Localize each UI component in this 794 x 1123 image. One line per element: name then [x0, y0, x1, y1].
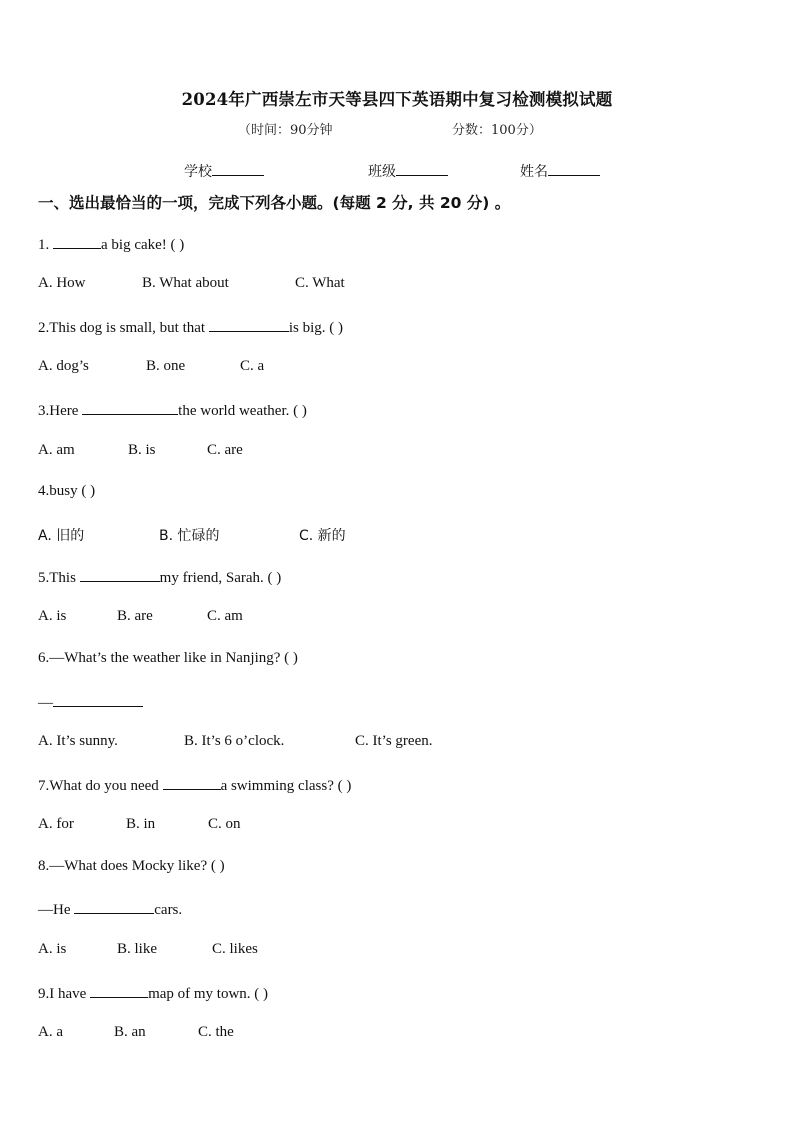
option-a[interactable]: A. How [38, 275, 86, 291]
question-7-stem-start: 7.What do you need [38, 778, 163, 794]
option-c[interactable]: C. It’s green. [355, 733, 433, 749]
question-7-stem-end: a swimming class? ( ) [220, 778, 352, 794]
question-2 [38, 317, 343, 337]
question-2-stem-end: is big. ( ) [288, 320, 344, 336]
question-4 [38, 483, 95, 500]
answer-end: cars. [154, 902, 183, 918]
option-a[interactable]: A. is [38, 941, 67, 957]
question-1 [38, 234, 184, 254]
option-c[interactable]: C. are [207, 442, 243, 458]
name-blank[interactable] [548, 163, 600, 176]
class-field [368, 161, 448, 181]
question-3 [38, 400, 307, 420]
question-1-blank[interactable] [53, 234, 101, 249]
option-a[interactable]: A. for [38, 816, 74, 832]
question-9-stem-end: map of my town. ( ) [148, 986, 269, 1002]
option-b[interactable]: B. one [146, 358, 186, 374]
option-c[interactable]: C. likes [212, 941, 258, 957]
question-3-stem-start: 3.Here [38, 403, 83, 419]
question-8-blank[interactable] [74, 899, 154, 914]
option-a[interactable]: A. 旧的 [38, 528, 85, 544]
option-c[interactable]: C. on [208, 816, 241, 832]
option-c[interactable]: C. the [198, 1024, 234, 1040]
question-5-stem-end: my friend, Sarah. ( ) [159, 570, 282, 586]
question-5-blank[interactable] [80, 567, 160, 582]
question-5 [38, 567, 281, 587]
question-8 [38, 858, 225, 875]
question-5-stem-start: 5.This [38, 570, 80, 586]
option-b[interactable]: B. is [128, 442, 156, 458]
option-a[interactable]: A. am [38, 442, 75, 458]
question-8-answer [38, 899, 182, 919]
question-1-stem-start: 1. [38, 237, 53, 253]
option-c[interactable]: C. 新的 [299, 528, 346, 544]
option-b[interactable]: B. in [126, 816, 156, 832]
school-label: 学校 [184, 164, 212, 180]
question-4-stem: 4.busy ( ) [38, 483, 96, 499]
exam-score: 分数：100分） [452, 123, 542, 138]
option-b[interactable]: B. are [117, 608, 153, 624]
question-3-blank[interactable] [82, 400, 178, 415]
option-b[interactable]: B. an [114, 1024, 146, 1040]
option-b[interactable]: B. 忙碌的 [159, 528, 220, 544]
question-6-answer [38, 692, 143, 712]
class-blank[interactable] [396, 163, 448, 176]
option-b[interactable]: B. like [117, 941, 157, 957]
question-6-blank[interactable] [53, 692, 143, 707]
exam-time: （时间：90分钟 [238, 123, 333, 138]
option-b[interactable]: B. It’s 6 o’clock. [184, 733, 285, 749]
name-field [520, 161, 600, 181]
option-a[interactable]: A. is [38, 608, 67, 624]
school-blank[interactable] [212, 163, 264, 176]
section-heading: 一、选出最恰当的一项，完成下列各小题。(每题 2 分, 共 20 分) 。 [38, 194, 511, 212]
question-8-stem: 8.—What does Mocky like? ( ) [38, 858, 225, 874]
option-c[interactable]: C. a [240, 358, 265, 374]
question-7-blank[interactable] [163, 775, 221, 790]
question-9-blank[interactable] [90, 983, 148, 998]
option-a[interactable]: A. It’s sunny. [38, 733, 118, 749]
school-field [184, 161, 264, 181]
class-label: 班级 [368, 164, 396, 180]
name-label: 姓名 [520, 164, 548, 180]
option-c[interactable]: C. What [295, 275, 345, 291]
answer-start: —He [38, 902, 75, 918]
option-a[interactable]: A. dog’s [38, 358, 89, 374]
option-c[interactable]: C. am [207, 608, 243, 624]
question-1-stem-end: a big cake! ( ) [101, 237, 185, 253]
question-9 [38, 983, 268, 1003]
page-title: 2024年广西崇左市天等县四下英语期中复习检测模拟试题 [181, 90, 613, 109]
question-3-stem-end: the world weather. ( ) [178, 403, 307, 419]
answer-dash: — [38, 695, 53, 711]
question-6 [38, 650, 298, 667]
option-b[interactable]: B. What about [142, 275, 229, 291]
question-9-stem-start: 9.I have [38, 986, 91, 1002]
question-6-stem: 6.—What’s the weather like in Nanjing? ( ) [38, 650, 298, 666]
option-a[interactable]: A. a [38, 1024, 63, 1040]
question-2-blank[interactable] [209, 317, 289, 332]
question-7 [38, 775, 351, 795]
question-2-stem-start: 2.This dog is small, but that [38, 320, 209, 336]
